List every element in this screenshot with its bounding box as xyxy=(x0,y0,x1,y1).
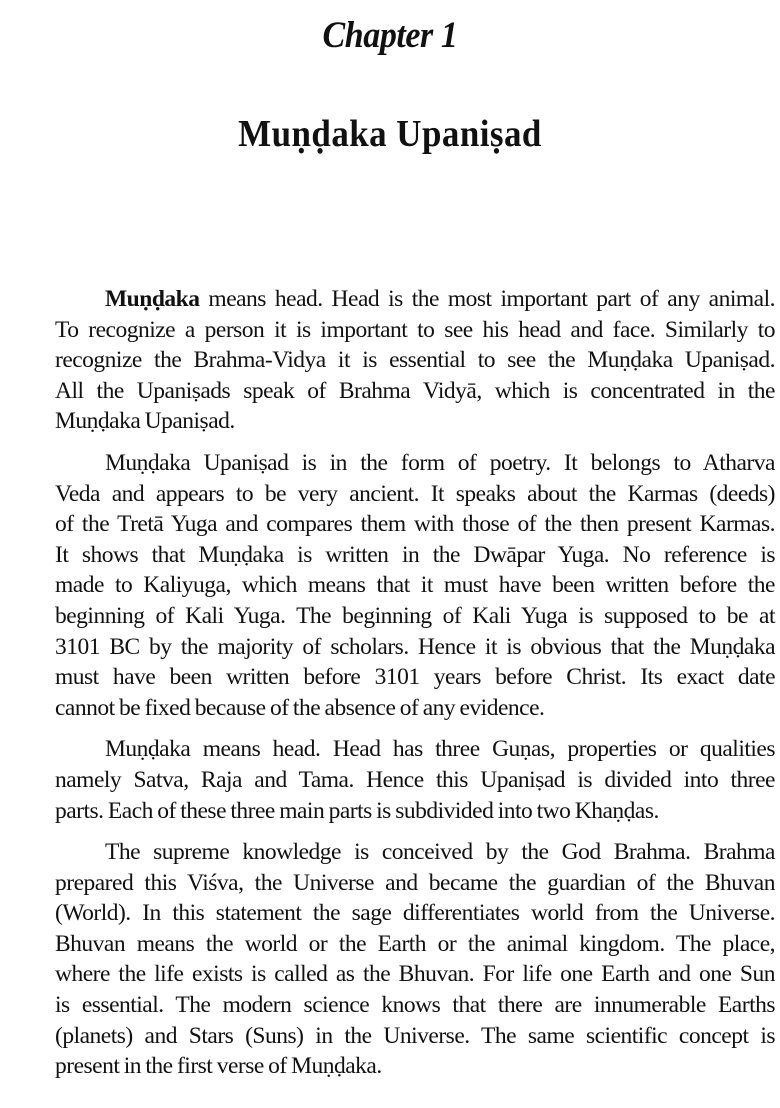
text-line: must have been written before 3101 years before Christ. Its exact date xyxy=(55,664,775,691)
lead-term: Muṇḍaka xyxy=(105,286,200,312)
text-line: recognize the Brahma-Vidya it is essential to see the Muṇḍaka Upaniṣad. xyxy=(55,347,775,374)
chapter-label: Chapter 1 xyxy=(322,15,458,56)
text-line: cannot be fixed because of the absence of any evidence. xyxy=(55,694,545,721)
chapter-body xyxy=(5,284,775,1093)
text-line: of the Tretā Yuga and compares them with those of the then present Karmas. xyxy=(55,511,775,538)
paragraph-1 xyxy=(5,284,775,437)
text-line: Muṇḍaka means head. Head is the most important part of any animal. xyxy=(105,286,775,312)
paragraph-4 xyxy=(5,837,775,1082)
text-line: present in the first verse of Muṇḍaka. xyxy=(55,1053,382,1080)
text-line: To recognize a person it is important to see his head and face. Similarly to xyxy=(55,316,775,343)
text-line: prepared this Viśva, the Universe and became the guardian of the Bhuvan xyxy=(55,869,775,896)
text-line: beginning of Kali Yuga. The beginning of Kali Yuga is supposed to be at xyxy=(55,602,775,629)
paragraph-3 xyxy=(5,734,775,826)
text-line: (planets) and Stars (Suns) in the Universe. The same scientific concept is xyxy=(55,1022,775,1049)
text-line: Veda and appears to be very ancient. It speaks about the Karmas (deeds) xyxy=(55,480,775,507)
text-line: parts. Each of these three main parts is subdivided into two Khaṇḍas. xyxy=(55,797,659,824)
text-line: where the life exists is called as the Bhuvan. For life one Earth and one Sun xyxy=(55,961,775,988)
text-line: Muṇḍaka Upaniṣad. xyxy=(55,408,235,435)
text-line: is essential. The modern science knows that there are innumerable Earths xyxy=(55,992,775,1019)
text-line: made to Kaliyuga, which means that it must have been written before the xyxy=(55,572,775,599)
text-line: Bhuvan means the world or the Earth or the animal kingdom. The place, xyxy=(55,930,775,957)
text-line: Muṇḍaka means head. Head has three Guṇas, properties or qualities xyxy=(105,736,775,763)
chapter-title: Muṇḍaka Upaniṣad xyxy=(238,113,542,155)
text-line: All the Upaniṣads speak of Brahma Vidyā, which is concentrated in the xyxy=(55,377,775,404)
text-line: namely Satva, Raja and Tama. Hence this Upaniṣad is divided into three xyxy=(55,766,775,793)
text-line: 3101 BC by the majority of scholars. Hence it is obvious that the Muṇḍaka xyxy=(55,633,775,660)
paragraph-2 xyxy=(5,448,775,723)
text-line: Muṇḍaka Upaniṣad is in the form of poetry. It belongs to Atharva xyxy=(105,449,775,476)
text-line: The supreme knowledge is conceived by the God Brahma. Brahma xyxy=(105,839,775,866)
text-line: It shows that Muṇḍaka is written in the Dwāpar Yuga. No reference is xyxy=(55,541,775,568)
text-line: (World). In this statement the sage differentiates world from the Universe. xyxy=(55,900,775,927)
